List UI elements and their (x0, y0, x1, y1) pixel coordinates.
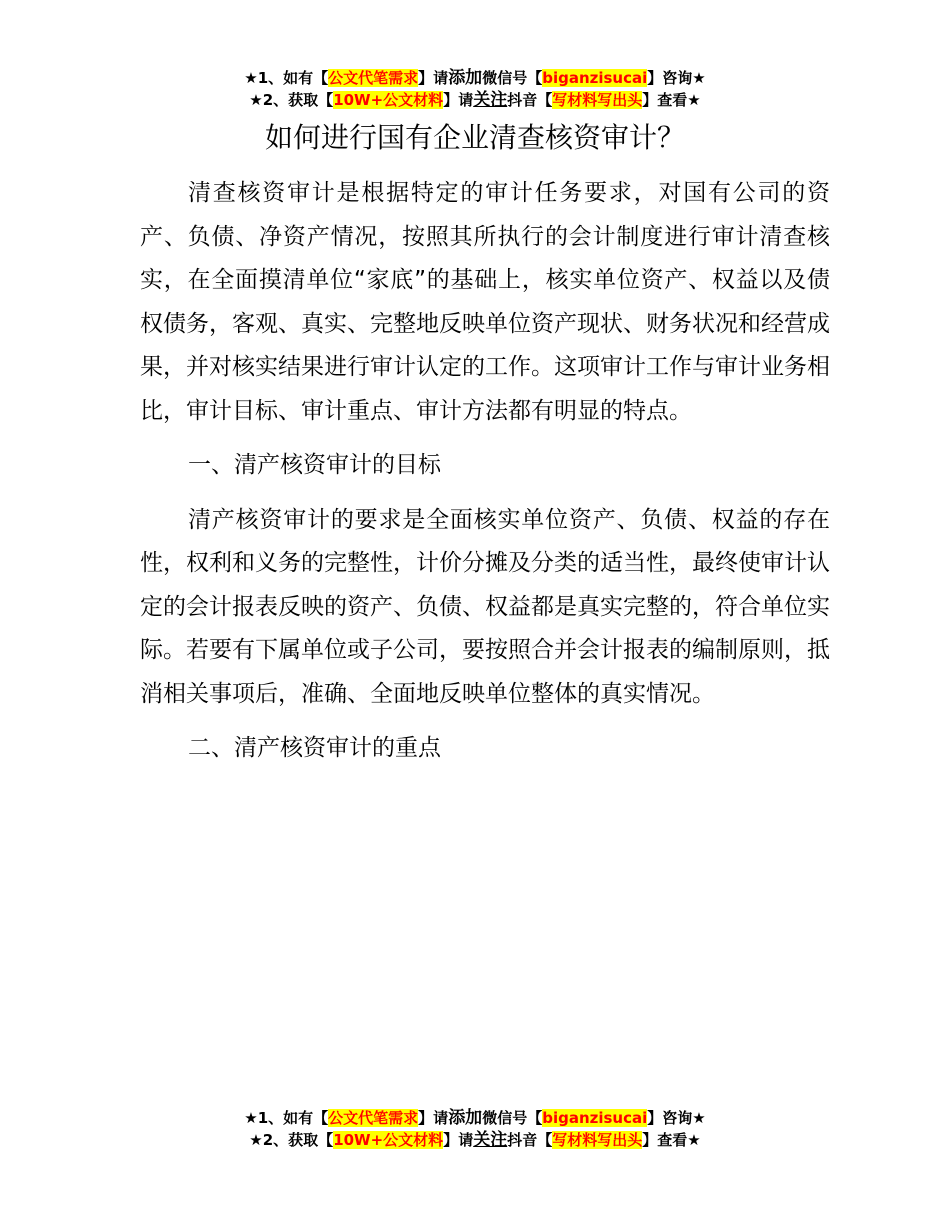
section-heading-1: 一、清产核资审计的目标 (188, 452, 441, 478)
header-banner (0, 67, 950, 111)
banner-highlight-douyin: 写材料写出头 (552, 1131, 643, 1149)
banner-text: ★1、如有【 (244, 69, 329, 87)
banner-highlight: 10W+公文材料 (333, 1131, 444, 1149)
footer-banner (0, 1107, 950, 1151)
banner-text: 关注 (473, 90, 508, 110)
banner-line-2 (0, 1129, 950, 1151)
banner-text: ★2、获取【 (249, 1131, 334, 1149)
banner-text: 添加 (448, 1108, 483, 1128)
paragraph-section-1: 清产核资审计的要求是全面核实单位资产、负债、权益的存在性，权利和义务的完整性，计价分摊及分类的适当性，最终使审计认定的会计报表反映的资产、负债、权益都是真实完整的，符合单位实际。若要有下属单位或子公司，要按照合并会计报表的编制原则，抵消相关事项后，准确、全面地反映单位整体的真实情况。 (140, 506, 830, 707)
banner-text: 】查看★ (642, 1131, 701, 1149)
banner-highlight: 公文代笔需求 (328, 69, 419, 87)
banner-highlight: 10W+公文材料 (333, 91, 444, 109)
banner-text: 抖音【 (507, 1131, 553, 1149)
banner-text: ★1、如有【 (244, 1109, 329, 1127)
banner-highlight-wechat-id: biganzisucai (542, 69, 648, 87)
document-body (140, 172, 830, 782)
banner-text: 】咨询★ (647, 1109, 706, 1127)
banner-line-1 (0, 1107, 950, 1129)
banner-text: ★2、获取【 (249, 91, 334, 109)
banner-line-2 (0, 89, 950, 111)
banner-text: 】查看★ (642, 91, 701, 109)
banner-highlight: 公文代笔需求 (328, 1109, 419, 1127)
banner-highlight-wechat-id: biganzisucai (542, 1109, 648, 1127)
banner-text: 微信号【 (482, 1109, 543, 1127)
banner-text: 】请 (418, 69, 449, 87)
document-title: 如何进行国有企业清查核资审计？ (264, 121, 685, 154)
banner-text: 】请 (443, 1131, 474, 1149)
banner-text: 添加 (448, 68, 483, 88)
banner-text: 】请 (418, 1109, 449, 1127)
banner-text: 关注 (473, 1130, 508, 1150)
banner-highlight-douyin: 写材料写出头 (552, 91, 643, 109)
paragraph-intro: 清查核资审计是根据特定的审计任务要求，对国有公司的资产、负债、净资产情况，按照其所执行的会计制度进行审计清查核实，在全面摸清单位“家底”的基础上，核实单位资产、权益以及债权债务，客观、真实、完整地反映单位资产现状、财务状况和经营成果，并对核实结果进行审计认定的工作。这项审计工作与审计业务相比，审计目标、审计重点、审计方法都有明显的特点。 (140, 180, 830, 424)
banner-text: 微信号【 (482, 69, 543, 87)
banner-text: 】咨询★ (647, 69, 706, 87)
section-heading-2: 二、清产核资审计的重点 (188, 735, 441, 761)
banner-text: 】请 (443, 91, 474, 109)
banner-line-1 (0, 67, 950, 89)
banner-text: 抖音【 (507, 91, 553, 109)
